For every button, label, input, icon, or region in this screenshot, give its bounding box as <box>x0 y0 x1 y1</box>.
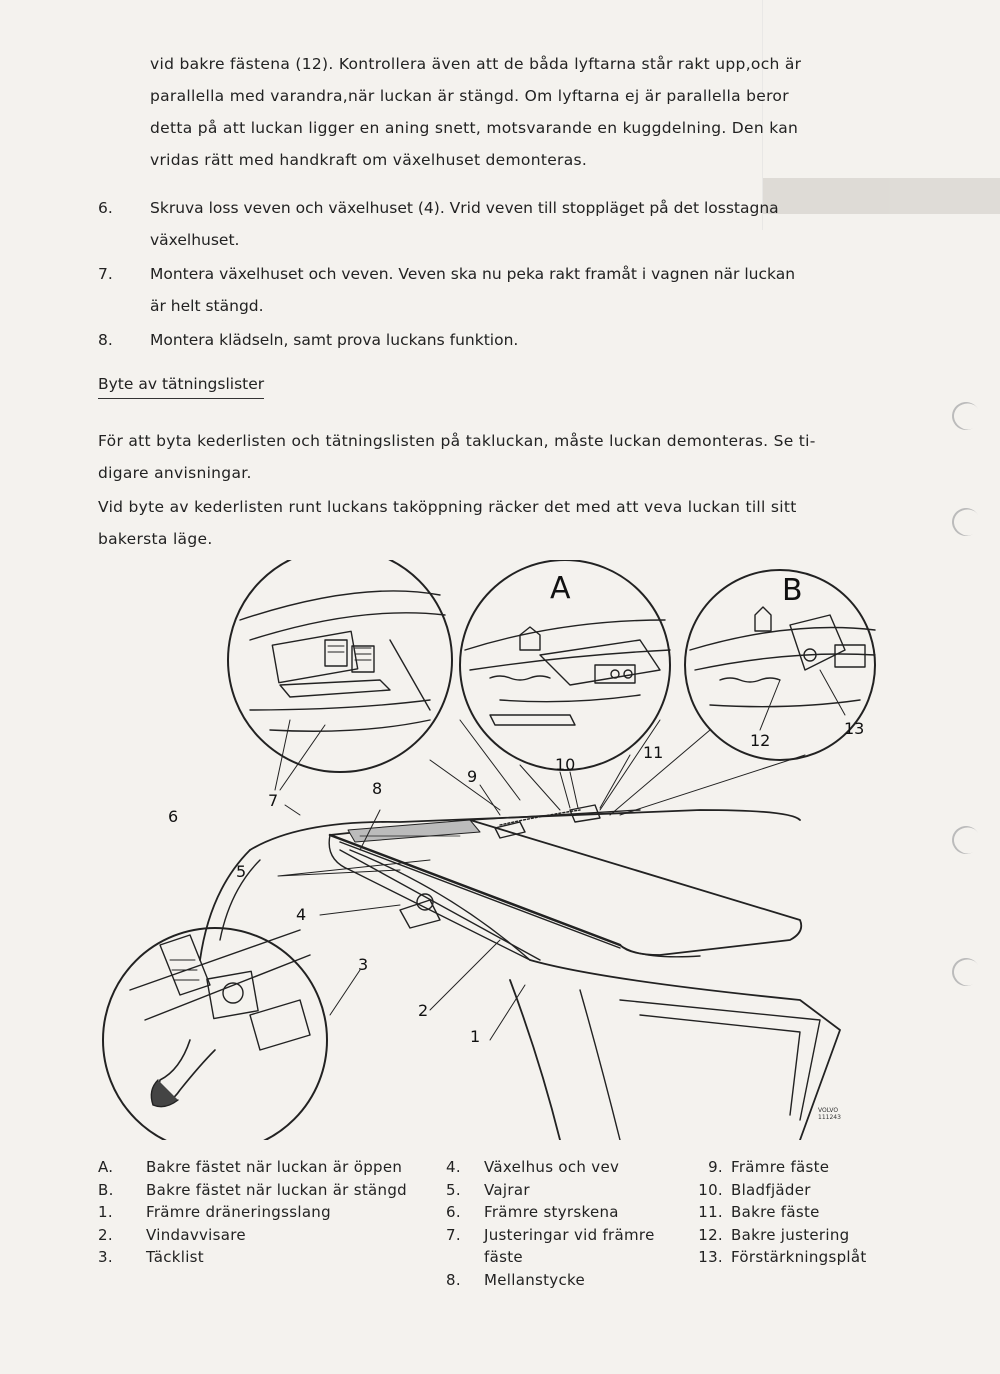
legend-row: 12. Bakre justering <box>698 1225 850 1244</box>
legend-column-3 <box>683 1156 867 1269</box>
legend-row: 8. Mellanstycke <box>446 1270 586 1289</box>
callout-6: 6 <box>168 807 179 826</box>
callout-13: 13 <box>844 719 865 738</box>
callout-7: 7 <box>268 791 279 810</box>
step-number: 6. <box>98 199 113 217</box>
detail-label-a: A <box>550 571 571 606</box>
legend-row: 11. Bakre fäste <box>698 1203 820 1221</box>
sunroof-exploded-illustration <box>100 560 880 1140</box>
callout-4: 4 <box>296 905 307 924</box>
legend-row: 4. Växelhus och vev <box>446 1158 620 1176</box>
text-line: växelhuset. <box>150 231 240 249</box>
legend-row: 13. Förstärkningsplåt <box>698 1248 867 1266</box>
volvo-figure-id: VOLVO <box>818 1107 839 1114</box>
callout-3: 3 <box>358 955 369 974</box>
text-line: vridas rätt med handkraft om växelhuset demonteras. <box>150 151 588 169</box>
section-heading: Byte av tätningslister <box>98 372 264 399</box>
callout-9: 9 <box>467 767 478 786</box>
punch-hole <box>947 821 985 859</box>
legend-row: 5. Vajrar <box>446 1180 530 1199</box>
callout-8: 8 <box>372 779 383 798</box>
callout-2: 2 <box>418 1001 429 1020</box>
legend-column-1 <box>98 1156 407 1269</box>
detail-circle-crank <box>103 928 327 1140</box>
callout-11: 11 <box>643 743 664 762</box>
punch-hole <box>947 397 985 435</box>
punch-hole <box>947 503 985 541</box>
text-line: Montera växelhuset och veven. Veven ska nu peka rakt framåt i vagnen när luckan <box>150 265 796 283</box>
step-number: 7. <box>98 265 113 283</box>
legend-row: 3. Täcklist <box>98 1248 204 1266</box>
legend-row: fäste <box>484 1248 523 1266</box>
legend-row: 9. Främre fäste <box>708 1158 830 1176</box>
callout-5: 5 <box>236 862 247 881</box>
callout-12: 12 <box>750 731 771 750</box>
step-6 <box>98 192 779 256</box>
legend-row: 7. Justeringar vid främre <box>446 1225 655 1244</box>
text-line: Skruva loss veven och växelhuset (4). Vrid veven till stoppläget på det losstagna <box>150 199 779 217</box>
section-paragraph-2 <box>98 491 858 555</box>
callout-10: 10 <box>555 755 576 774</box>
text-line: parallella med varandra,när luckan är stängd. Om lyftarna ej är parallella beror <box>150 87 789 105</box>
intro-paragraph <box>150 48 870 176</box>
text-line: vid bakre fästena (12). Kontrollera även att de båda lyftarna står rakt upp,och är <box>150 55 802 73</box>
legend-row: 10. Bladfjäder <box>698 1180 811 1199</box>
step-number: 8. <box>98 331 113 349</box>
legend-row: 1. Främre dräneringsslang <box>98 1203 331 1221</box>
punch-hole <box>947 953 985 991</box>
text-line: bakersta läge. <box>98 530 213 548</box>
text-line: är helt stängd. <box>150 297 264 315</box>
text-line: För att byta kederlisten och tätningslisten på takluckan, måste luckan demonteras. Se ti- <box>98 432 816 450</box>
detail-circle-front-adjust <box>228 560 452 772</box>
detail-label-b: B <box>782 573 803 608</box>
text-line: Vid byte av kederlisten runt luckans taköppning räcker det med att veva luckan till sitt <box>98 498 797 516</box>
volvo-figure-number: 111243 <box>818 1114 841 1121</box>
text-line: detta på att luckan ligger en aning snett, motsvarande en kuggdelning. Den kan <box>150 119 799 137</box>
legend-row: B. Bakre fästet när luckan är stängd <box>98 1180 407 1199</box>
legend-row: 6. Främre styrskena <box>446 1203 619 1221</box>
callout-1: 1 <box>470 1027 481 1046</box>
legend-row: 2. Vindavvisare <box>98 1225 246 1244</box>
step-7 <box>98 258 795 322</box>
section-paragraph-1 <box>98 425 858 489</box>
step-8 <box>98 324 518 356</box>
text-line: digare anvisningar. <box>98 464 252 482</box>
text-line: Montera klädseln, samt prova luckans funktion. <box>150 331 519 349</box>
legend-column-2 <box>446 1156 655 1291</box>
legend-row: A. Bakre fästet när luckan är öppen <box>98 1158 403 1176</box>
